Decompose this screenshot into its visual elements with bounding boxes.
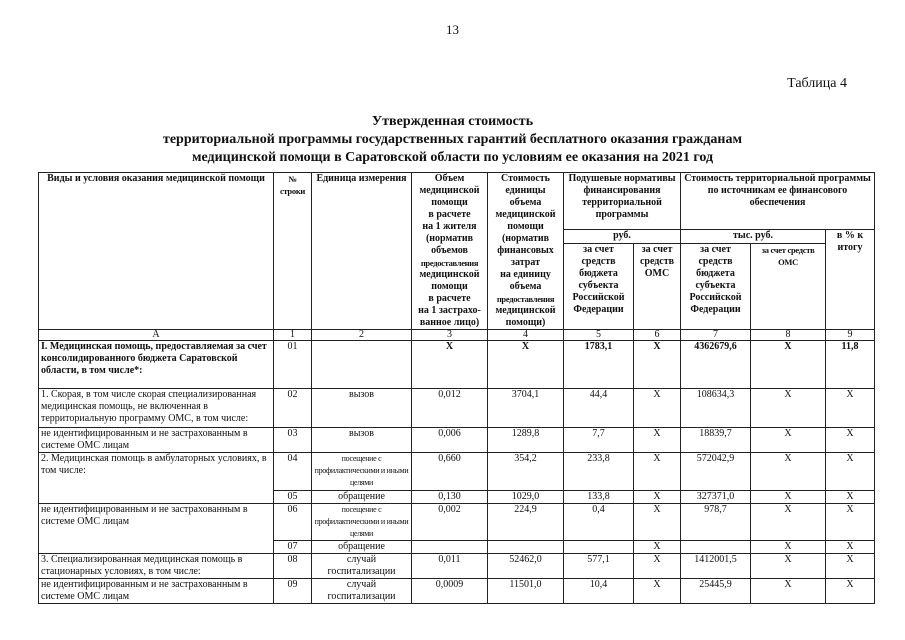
header-col-3: Объем медицинской помощи в расчете на 1 жителя (норматив объемов предоставления медицинской помощи в расчете на 1 застрахо- ванное лицо) [412,173,488,330]
title-line-1: Утвержденная стоимость [371,114,534,129]
header-col-9: в % к итогу [826,230,875,330]
page-number: 13 [446,22,459,37]
header-col-6: за счет средств ОМС [634,244,681,330]
header-group-per-capita: Подушевые нормативы финансирования территориальной программы [564,173,681,230]
table-row: 05 обращение 0,130 1029,0 133,8 X 327371,0 X X [39,491,875,504]
header-col-4: Стоимость единицы объема медицинской помощи (норматив финансовых затрат на единицу объема предоставления медицинской помощи) [488,173,564,330]
table-row: не идентифицированным и не застрахованным в системе ОМС лицам 09 случай госпитализации 0,0009 11501,0 10,4 X 25445,9 X X [39,579,875,604]
header-col-7: за счет средств бюджета субъекта Российской Федерации [681,244,751,330]
table-row: 3. Специализированная медицинская помощь в стационарных условиях, в том числе: 08 случай госпитализации 0,011 52462,0 577,1 X 1412001,5 X X [39,554,875,579]
header-col-5: за счет средств бюджета субъекта Российской Федерации [564,244,634,330]
table-label: Таблица 4 [787,76,847,91]
table-row: 1. Скорая, в том числе скорая специализированная медицинская помощь, не включенная в территориальную программу ОМС, в том числе: 02 вызов 0,012 3704,1 44,4 X 108634,3 X X [39,389,875,428]
title-line-2: территориальной программы государственных гарантий бесплатного оказания гражданам [162,132,743,147]
table-row: 2. Медицинская помощь в амбулаторных условиях, в том числе: 04 посещение с профилактическими и иными целями 0,660 354,2 233,8 X 572042,9 X X [39,453,875,491]
title-line-3: медицинской помощи в Саратовской области по условиям ее оказания на 2021 год [191,150,714,165]
document-title [0,113,905,167]
header-group-cost: Стоимость территориальной программы по источникам ее финансового обеспечения [681,173,875,230]
header-unit-rub: руб. [564,230,681,244]
table-row: не идентифицированным и не застрахованным в системе ОМС лицам 03 вызов 0,006 1289,8 7,7 X 18839,7 X X [39,428,875,453]
header-unit-thous-rub: тыс. руб. [681,230,826,244]
table-row: I. Медицинская помощь, предоставляемая за счет консолидированного бюджета Саратовской области, в том числе*: 01 X X 1783,1 X 4362679,6 X 11,8 [39,341,875,389]
header-col-2: Единица измерения [312,173,412,330]
header-col-a: Виды и условия оказания медицинской помощи [39,173,274,330]
cost-table [38,172,875,604]
header-col-8: за счет средств ОМС [751,244,826,330]
table-row: не идентифицированным и не застрахованным в системе ОМС лицам 06 посещение с профилактическими и иными целями 0,002 224,9 0,4 X 978,7 X X [39,504,875,541]
index-row: А 1 2 3 4 5 6 7 8 9 [39,330,875,341]
header-col-1: № строки [274,173,312,330]
table-row: 07 обращение X X X [39,541,875,554]
